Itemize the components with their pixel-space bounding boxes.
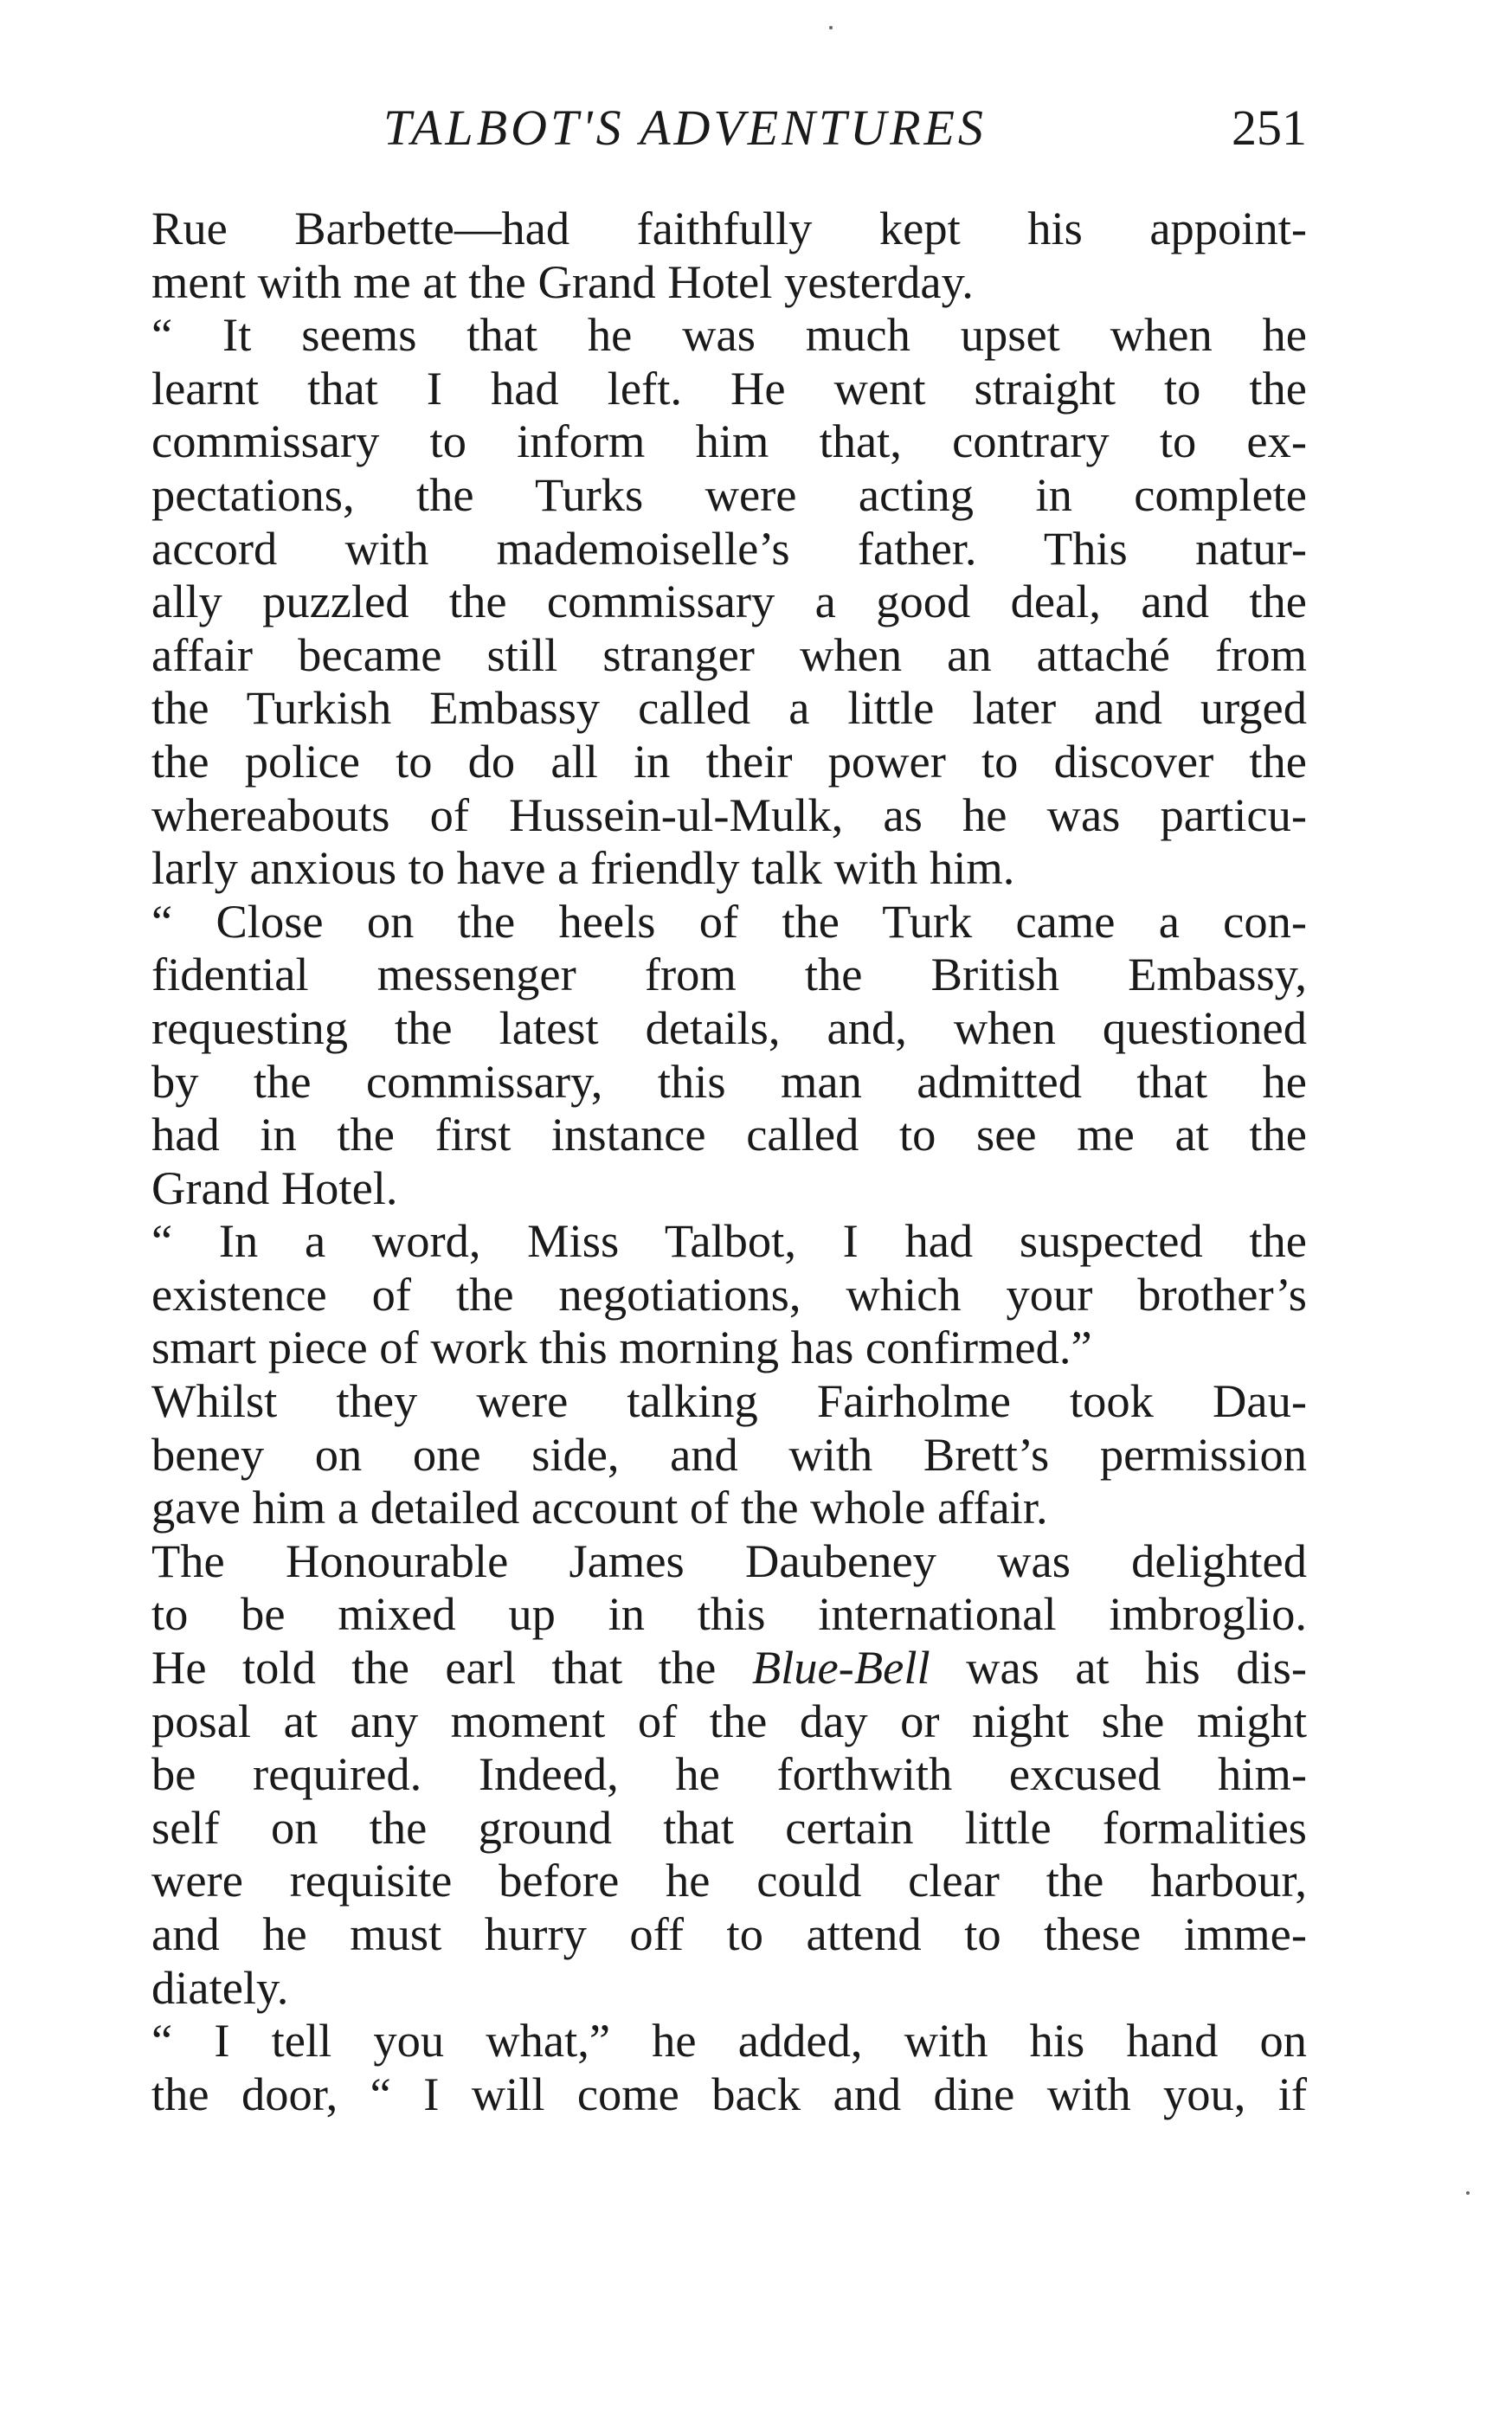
text-line: pectations, the Turks were acting in complete	[151, 467, 1307, 521]
body-text	[151, 202, 1307, 2120]
text-line: self on the ground that certain little formalities	[151, 1800, 1307, 1854]
text-line: The Honourable James Daubeney was delighted	[151, 1534, 1307, 1587]
text-segment: He told the earl that the	[151, 1641, 752, 1695]
text-line: fidential messenger from the British Embassy,	[151, 948, 1307, 1001]
text-line: to be mixed up in this international imbroglio.	[151, 1587, 1307, 1641]
scan-speck	[1466, 2191, 1470, 2195]
text-line: beney on one side, and with Brett’s permission	[151, 1427, 1307, 1481]
text-line: requesting the latest details, and, when questioned	[151, 1000, 1307, 1054]
text-line: by the commissary, this man admitted that he	[151, 1054, 1307, 1108]
text-line: had in the first instance called to see me at the	[151, 1108, 1307, 1161]
text-line: affair became still stranger when an attaché from	[151, 627, 1307, 681]
text-line: Whilst they were talking Fairholme took Dau-	[151, 1374, 1307, 1428]
text-line: commissary to inform him that, contrary to ex-	[151, 415, 1307, 468]
text-line: “ It seems that he was much upset when he	[151, 308, 1307, 362]
running-title: TALBOT'S ADVENTURES	[383, 100, 987, 156]
text-line: “ I tell you what,” he added, with his hand on	[151, 2014, 1307, 2068]
text-line: Rue Barbette—had faithfully kept his appoint-	[151, 202, 1307, 254]
text-line: gave him a detailed account of the whole affair.	[151, 1481, 1048, 1534]
text-line: ment with me at the Grand Hotel yesterday.	[151, 254, 974, 308]
text-line: the police to do all in their power to discover the	[151, 734, 1307, 788]
text-line: learnt that I had left. He went straight to the	[151, 361, 1307, 415]
text-line: the Turkish Embassy called a little later and urged	[151, 681, 1307, 735]
text-line: “ Close on the heels of the Turk came a con-	[151, 894, 1307, 948]
text-line: were requisite before he could clear the harbour,	[151, 1854, 1307, 1907]
text-line: smart piece of work this morning has confirmed.”	[151, 1321, 1092, 1374]
text-segment: was at his dis-	[930, 1641, 1307, 1695]
vessel-name: Blue-Bell	[751, 1641, 930, 1695]
text-line: existence of the negotiations, which your brother’s	[151, 1267, 1307, 1321]
text-line: the door, “ I will come back and dine with you, if	[151, 2067, 1307, 2120]
text-line: ally puzzled the commissary a good deal, and the	[151, 575, 1307, 628]
text-line: accord with mademoiselle’s father. This natur-	[151, 521, 1307, 575]
page-number: 251	[1232, 100, 1307, 156]
page-header	[151, 93, 1307, 163]
scan-speck	[829, 26, 833, 29]
text-line: larly anxious to have a friendly talk with him.	[151, 841, 1015, 895]
text-line: “ In a word, Miss Talbot, I had suspected the	[151, 1214, 1307, 1268]
text-line: posal at any moment of the day or night she might	[151, 1694, 1307, 1747]
text-line: be required. Indeed, he forthwith excused him-	[151, 1747, 1307, 1801]
text-line: Grand Hotel.	[151, 1161, 398, 1214]
text-line-with-vessel-name	[151, 1641, 1307, 1695]
text-line: and he must hurry off to attend to these imme-	[151, 1907, 1307, 1960]
text-line: diately.	[151, 1960, 289, 2014]
text-line: whereabouts of Hussein-ul-Mulk, as he was particu-	[151, 788, 1307, 841]
